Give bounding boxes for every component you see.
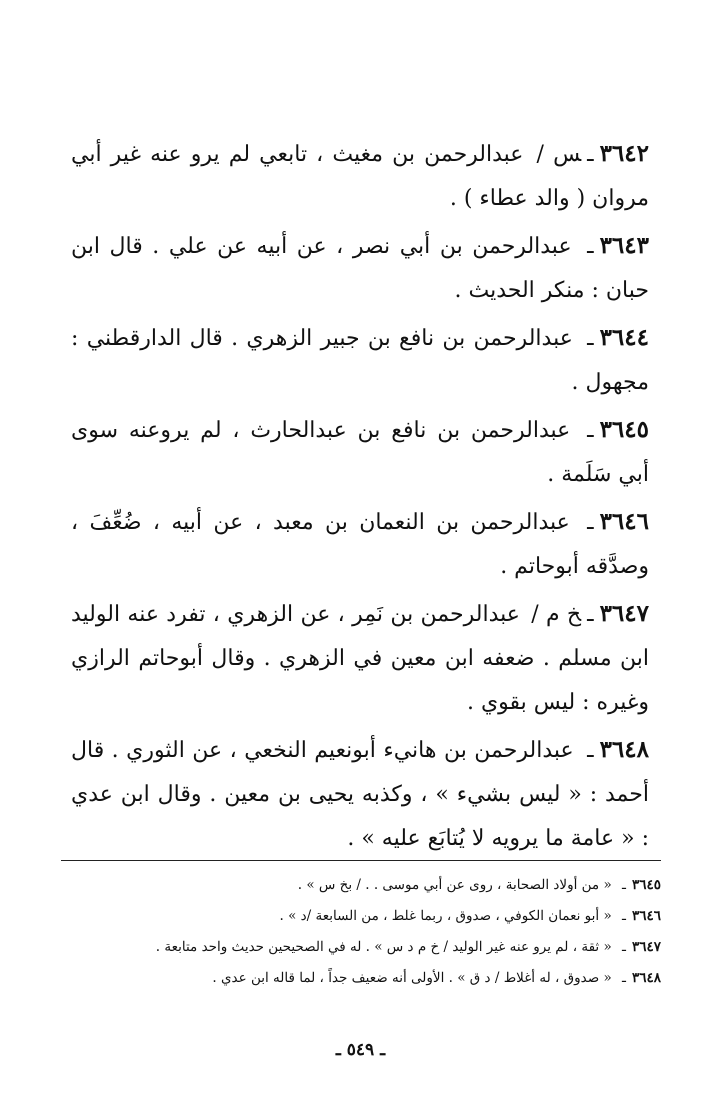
entry-3648	[71, 728, 649, 861]
entry-3644	[71, 316, 649, 405]
footnote-dash: ـ	[622, 877, 626, 893]
entry-3645	[71, 408, 649, 497]
footnote-dash: ـ	[622, 939, 626, 955]
entry-text: عبدالرحمن بن أبي نصر ، عن أبيه عن علي . قال ابن حبان : منكر الحديث .	[71, 234, 649, 303]
entry-3643	[71, 224, 649, 313]
entry-text: عبدالرحمن بن مغيث ، تابعي لم يرو عنه غير أبي مروان ( والد عطاء ) .	[71, 142, 649, 211]
page-number: ـ ٥٤٩ ـ	[335, 1040, 386, 1060]
footnote-number: ٣٦٤٥	[631, 877, 661, 893]
entry-codes: خ م /	[531, 602, 582, 627]
main-text	[71, 132, 649, 864]
entry-number: ٣٦٤٣	[599, 232, 649, 259]
entry-3647	[71, 592, 649, 725]
footnote-text: « من أولاد الصحابة ، روى عن أبي موسى . . / بخ س » .	[297, 877, 612, 893]
footnotes	[61, 872, 661, 996]
entry-codes: س /	[536, 142, 582, 167]
entry-number: ٣٦٤٥	[599, 416, 649, 443]
entry-dash: ـ	[587, 602, 594, 627]
footnote-divider	[61, 860, 661, 861]
entry-3646	[71, 500, 649, 589]
entry-3642	[71, 132, 649, 221]
entry-number: ٣٦٤٢	[599, 140, 649, 167]
footnote-3646	[61, 903, 661, 930]
entry-dash: ـ	[587, 326, 594, 351]
entry-text: عبدالرحمن بن نافع بن عبدالحارث ، لم يروعنه سوى أبي سَلَمة .	[71, 418, 649, 487]
entry-text: عبدالرحمن بن هانيء أبونعيم النخعي ، عن الثوري . قال أحمد : « ليس بشيء » ، وكذبه يحيى بن معين . وقال ابن عدي : « عامة ما يرويه لا يُتابَع عليه » .	[71, 738, 649, 851]
entry-dash: ـ	[587, 738, 594, 763]
footnote-3648	[61, 965, 661, 992]
footnote-dash: ـ	[622, 970, 626, 986]
footnote-number: ٣٦٤٦	[631, 908, 661, 924]
entry-text: عبدالرحمن بن نَمِر ، عن الزهري ، تفرد عنه الوليد ابن مسلم . ضعفه ابن معين في الزهري . وقال أبوحاتم الرازي وغيره : ليس بقوي .	[71, 602, 649, 715]
entry-number: ٣٦٤٦	[599, 508, 649, 535]
footnote-number: ٣٦٤٨	[631, 970, 661, 986]
entry-number: ٣٦٤٧	[599, 600, 649, 627]
footnote-number: ٣٦٤٧	[631, 939, 661, 955]
entry-dash: ـ	[587, 418, 594, 443]
footnote-text: « أبو نعمان الكوفي ، صدوق ، ربما غلط ، من السابعة /د » .	[279, 908, 612, 924]
entry-text: عبدالرحمن بن نافع بن جبير الزهري . قال الدارقطني : مجهول .	[71, 326, 649, 395]
entry-text: عبدالرحمن بن النعمان بن معبد ، عن أبيه ، ضُعِّفَ ، وصدَّقه أبوحاتم .	[71, 510, 649, 579]
footnote-3647	[61, 934, 661, 961]
entry-number: ٣٦٤٨	[599, 736, 649, 763]
footnote-text: « ثقة ، لم يرو عنه غير الوليد / خ م د س » . له في الصحيحين حديث واحد متابعة .	[155, 939, 612, 955]
entry-dash: ـ	[587, 510, 594, 535]
entry-dash: ـ	[587, 234, 594, 259]
footnote-text: « صدوق ، له أغلاط / د ق » . الأولى أنه ضعيف جداً ، لما قاله ابن عدي .	[212, 970, 612, 986]
footnote-dash: ـ	[622, 908, 626, 924]
footnote-3645	[61, 872, 661, 899]
entry-dash: ـ	[587, 142, 594, 167]
entry-number: ٣٦٤٤	[599, 324, 649, 351]
